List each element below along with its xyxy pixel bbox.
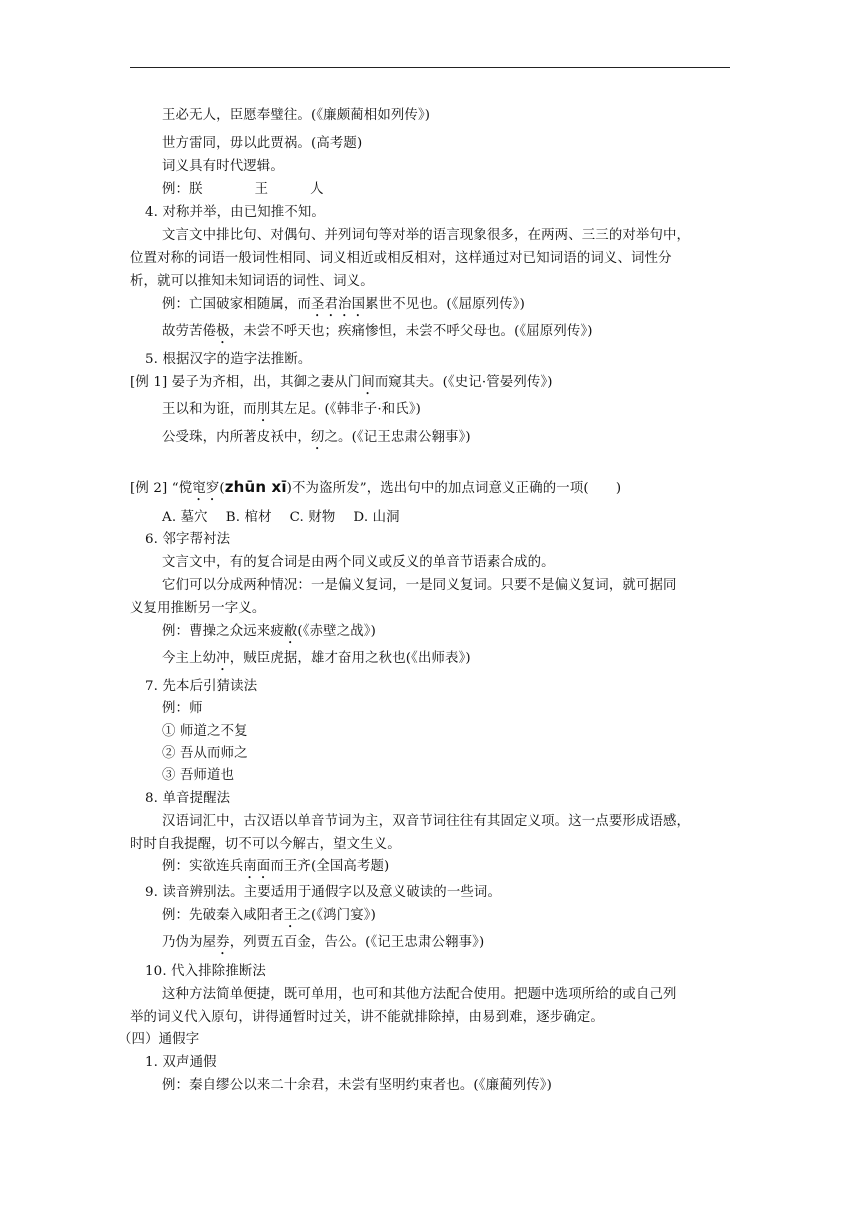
text-segment: ，贼臣虎据，雄才奋用之秋也(《出师表》) [229, 651, 471, 666]
example-line [162, 400, 764, 425]
paragraph-line: 文言文中，有的复合词是由两个同义或反义的单音节语素合成的。 [162, 555, 555, 570]
text-segment: )不为盗所发”，选出句中的加点词意义正确的一项( ) [286, 481, 622, 496]
dotted-word: 券 [216, 935, 230, 950]
dotted-word: 纫 [310, 430, 325, 445]
text-segment: (《赤壁之战》) [297, 624, 377, 639]
text-segment: ( [219, 481, 225, 496]
dotted-word: 圣君治国 [310, 297, 366, 312]
section-heading: 8. 单音提醒法 [145, 791, 231, 806]
section-heading: 1. 双声通假 [145, 1055, 217, 1070]
example-prefix: 例：朕 [162, 182, 203, 197]
option-c: C. 财物 [289, 510, 336, 525]
option-a: A. 墓穴 [162, 510, 208, 525]
list-item: ③ 吾师道也 [162, 768, 235, 783]
text-segment: 例：先破秦入咸阳者 [162, 908, 284, 923]
paragraph-line: 汉语词汇中，古汉语以单音节词为主，双音节词往往有其固定义项。这一点要形成语感， [162, 814, 691, 829]
text-segment: 故劳苦倦 [162, 324, 217, 339]
paragraph-line: 举的词义代入原句，讲得通暂时过关，讲不能就排除掉，由易到难，逐步确定。 [130, 1010, 604, 1025]
text-segment: ，列贾五百金，告公。(《记王忠肃公翱事》) [229, 935, 485, 950]
paragraph-line: 义复用推断另一字义。 [130, 601, 266, 616]
text-line: 世方雷同，毋以此贾祸。(高考题) [162, 136, 363, 151]
dotted-word: 冲 [216, 651, 230, 666]
text-segment: 例：实欲连兵 [162, 859, 244, 874]
dotted-word: 窀穸 [192, 481, 220, 496]
text-segment: 之(《鸿门宴》) [297, 908, 377, 923]
section-heading: 9. 读音辨别法。主要适用于通假字以及意义破读的一些词。 [145, 885, 501, 900]
dotted-word: 王 [283, 908, 298, 923]
example-line [130, 373, 732, 398]
example-line [162, 295, 764, 320]
paragraph-line: 它们可以分成两种情况：一是偏义复词，一是同义复词。只要不是偏义复词，就可据同 [162, 578, 677, 593]
text-segment: 今主上幼 [162, 651, 217, 666]
header-rule [130, 67, 730, 68]
example-line [162, 180, 764, 200]
text-segment: [例 1] 晏子为齐相，出，其御之妻从门 [130, 375, 362, 390]
option-d: D. 山洞 [353, 510, 400, 525]
example-word: 王 [254, 182, 269, 197]
list-item: ① 师道之不复 [162, 724, 248, 739]
list-item: ② 吾从而师之 [162, 746, 248, 761]
text-segment: 累世不见也。(《屈原列传》) [365, 297, 525, 312]
text-segment: 例：亡国破家相随属，而 [162, 297, 311, 312]
example-line [162, 428, 764, 453]
paragraph-line: 位置对称的词语一般词性相同、词义相近或相反相对，这样通过对已知词语的词义、词性分 [130, 251, 672, 266]
example-line [162, 622, 764, 647]
dotted-word: 间 [361, 375, 375, 390]
text-segment: 乃伪为屋 [162, 935, 217, 950]
example-line [162, 857, 764, 882]
section-heading: 5. 根据汉字的造字法推断。 [145, 352, 312, 367]
text-segment: 而窥其夫。(《史记·管晏列传》) [374, 375, 553, 390]
text-line: 词义具有时代逻辑。 [162, 159, 284, 174]
paragraph-line: 这种方法简单便捷，既可单用，也可和其他方法配合使用。把题中选项所给的或自己列 [162, 987, 677, 1002]
option-b: B. 棺材 [225, 510, 272, 525]
paragraph-line: 析，就可以推知未知词语的词性、词义。 [130, 274, 374, 289]
dotted-word: 刖 [256, 402, 271, 417]
example-line: 例：师 [162, 701, 203, 716]
question-line [130, 477, 732, 504]
dotted-word: 极 [216, 324, 230, 339]
text-segment: ，未尝不呼天也；疾痛惨怛，未尝不呼父母也。(《屈原列传》) [229, 324, 593, 339]
text-segment: 之。(《记王忠肃公翱事》) [324, 430, 471, 445]
section-heading: 4. 对称并举，由已知推不知。 [145, 205, 325, 220]
text-segment: 公受珠，内所著皮袄中， [162, 430, 311, 445]
example-line [162, 933, 764, 958]
example-line: 例：秦自缪公以来二十余君，未尝有坚明约束者也。(《廉蔺列传》) [162, 1078, 553, 1093]
example-word: 人 [310, 182, 324, 197]
section-heading: 7. 先本后引猜读法 [145, 679, 258, 694]
section-heading: 10. 代入排除推断法 [145, 964, 266, 979]
pinyin: zhūn xī [224, 478, 287, 496]
text-segment: 其左足。(《韩非子·和氏》) [270, 402, 422, 417]
text-segment: 王以和为诳，而 [162, 402, 257, 417]
dotted-word: 南面 [243, 859, 271, 874]
dotted-word: 敝 [283, 624, 298, 639]
text-segment: [例 2] “傥 [130, 481, 193, 496]
example-line [162, 649, 764, 674]
example-line [162, 906, 764, 931]
text-line: 王必无人，臣愿奉璧往。(《廉颇蔺相如列传》) [162, 108, 431, 123]
answer-options [162, 508, 764, 528]
subsection-heading: （四）通假字 [118, 1032, 200, 1047]
example-line [162, 322, 764, 347]
section-heading: 6. 邻字帮衬法 [145, 532, 231, 547]
paragraph-line: 时时自我提醒，切不可以今解古，望文生义。 [130, 837, 401, 852]
text-segment: 而王齐(全国高考题) [270, 859, 390, 874]
text-segment: 例：曹操之众远来疲 [162, 624, 284, 639]
paragraph-line: 文言文中排比句、对偶句、并列词句等对举的语言现象很多，在两两、三三的对举句中， [162, 228, 691, 243]
